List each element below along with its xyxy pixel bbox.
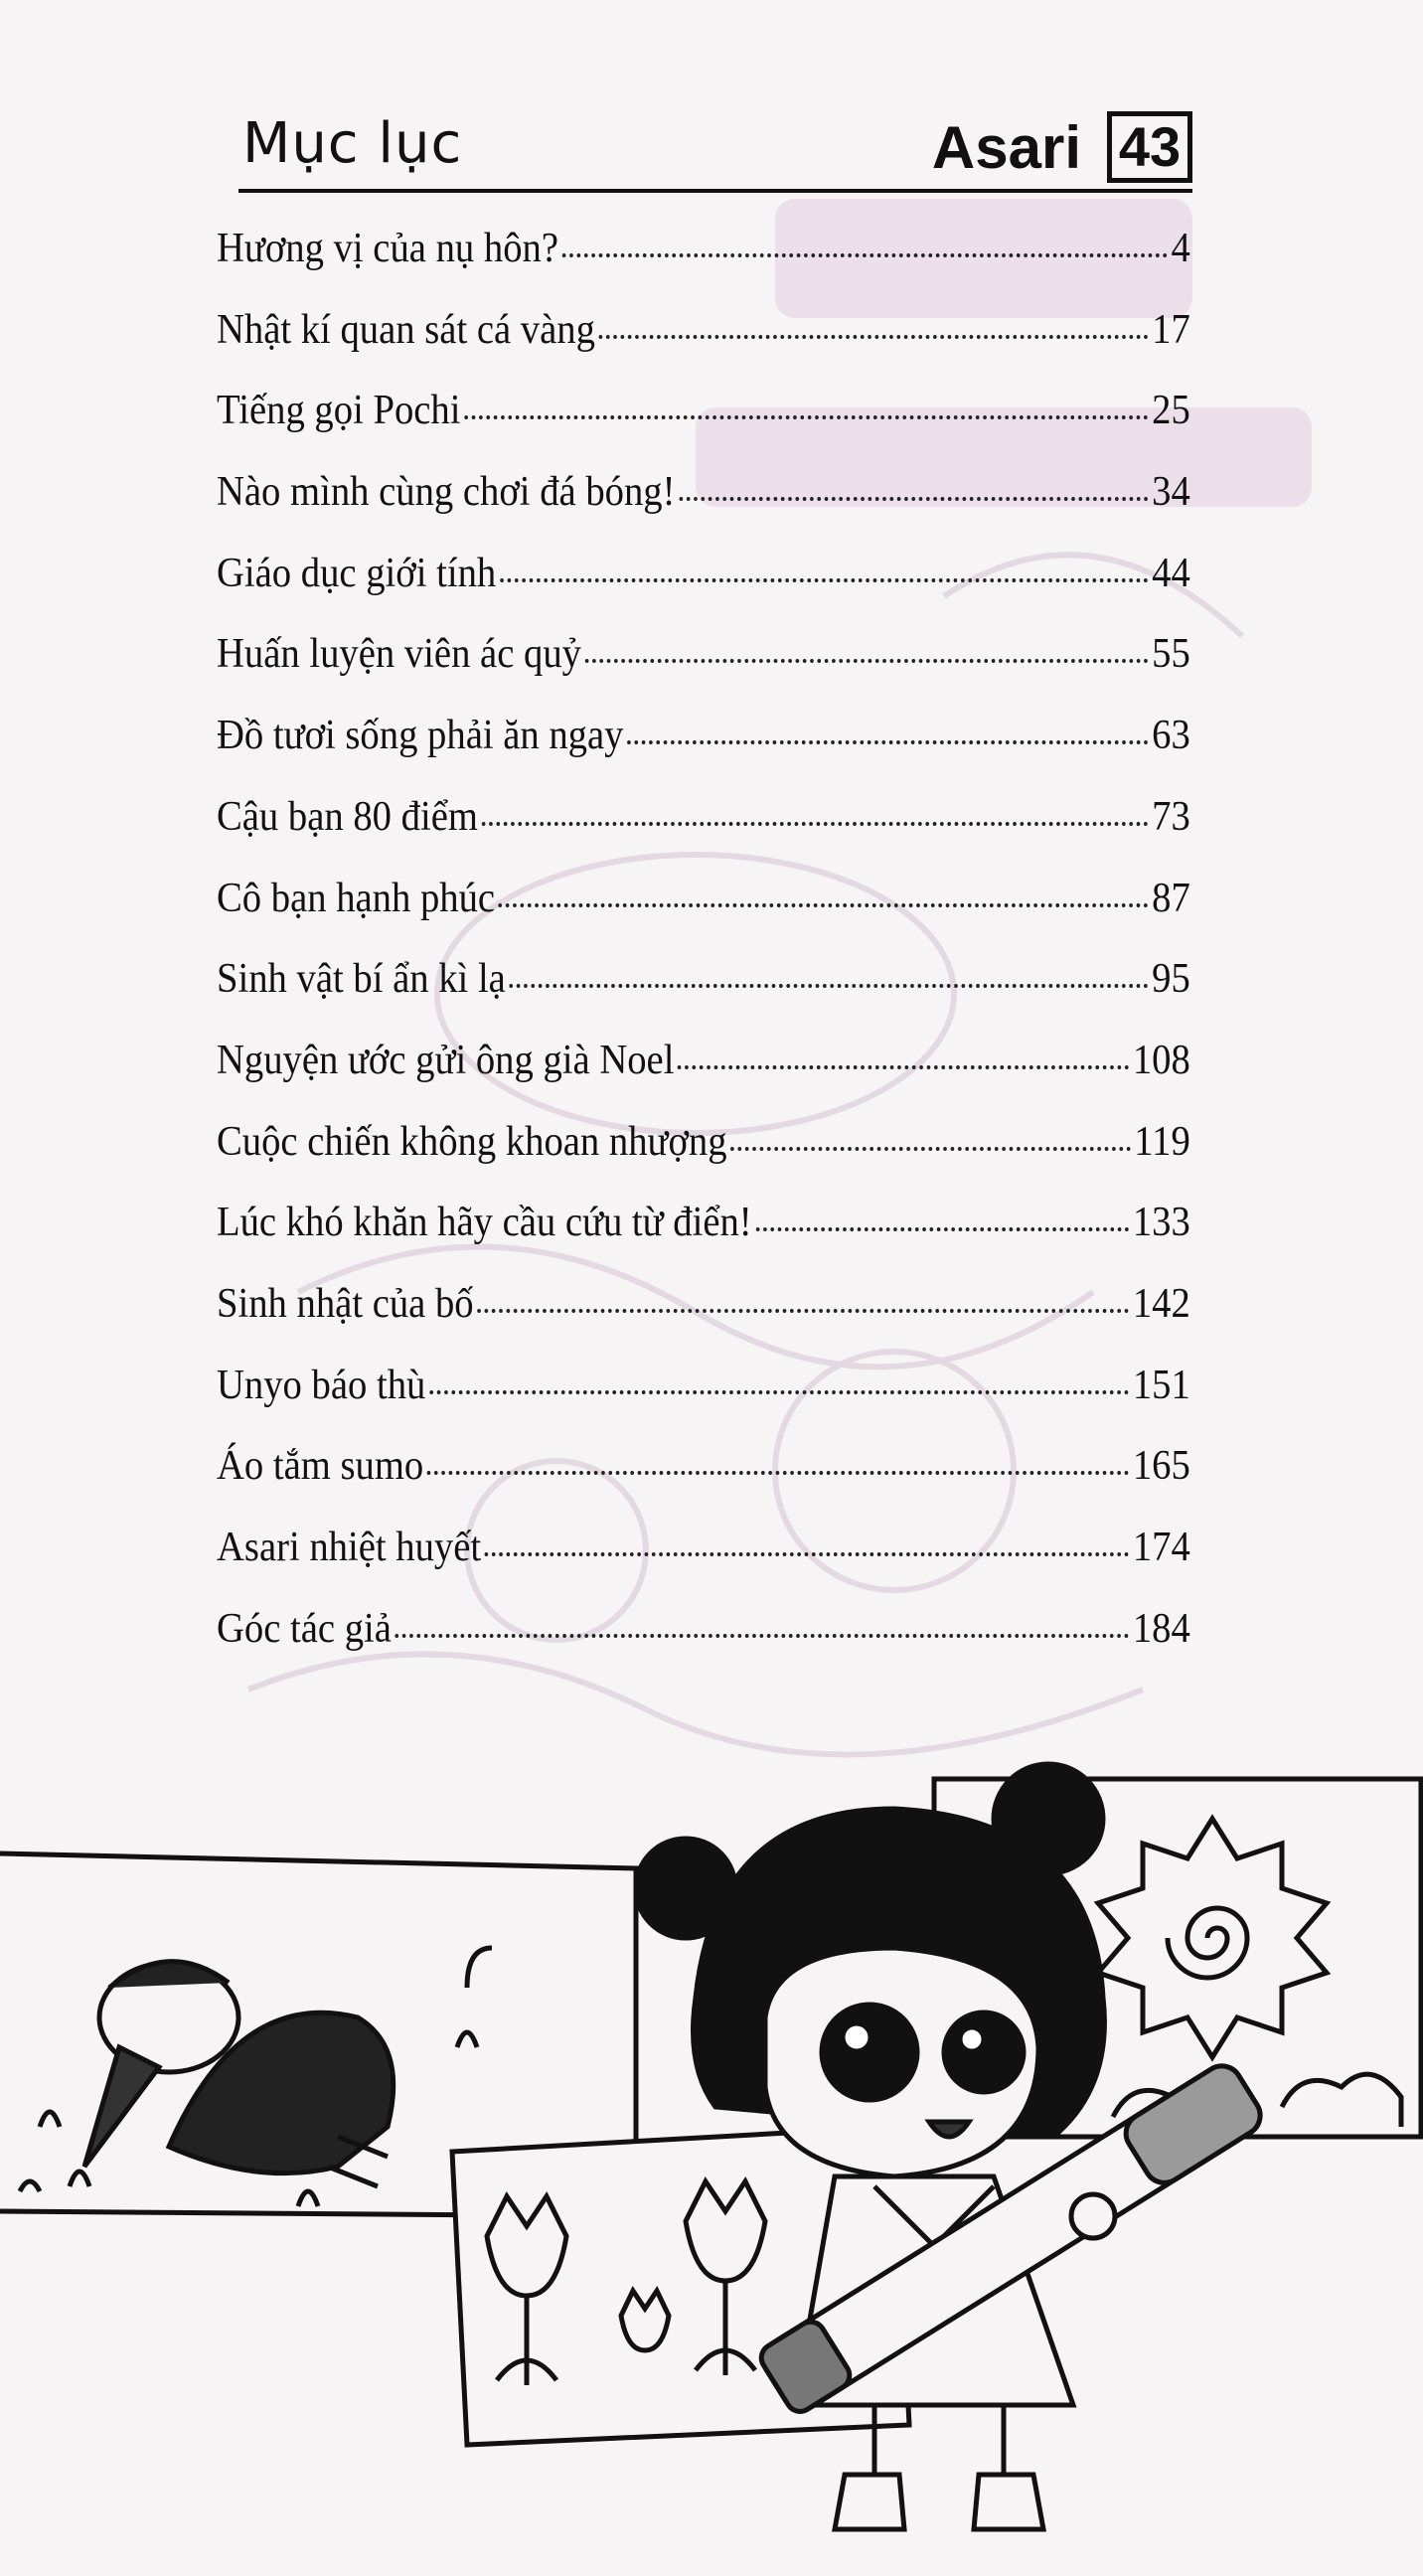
toc-entry-page: 174 <box>1132 1525 1190 1570</box>
toc-entry-title: Giáo dục giới tính <box>217 550 497 596</box>
toc-entry-title: Nhật kí quan sát cá vàng <box>217 306 595 353</box>
toc-entry-title: Tiếng gọi Pochi <box>217 388 461 434</box>
toc-entry-title: Unyo báo thù <box>217 1362 426 1408</box>
toc-entry-title: Đồ tươi sống phải ăn ngay <box>217 713 624 759</box>
toc-entry-page: 142 <box>1132 1280 1190 1327</box>
toc-entry-title: Cậu bạn 80 điểm <box>217 793 478 840</box>
toc-entry-title: Nguyện ước gửi ông già Noel <box>217 1037 675 1083</box>
toc-entry-title: Sinh vật bí ẩn kì lạ <box>217 956 506 1003</box>
toc-entry-title: Sinh nhật của bố <box>217 1280 474 1327</box>
toc-entry-page: 25 <box>1152 388 1190 434</box>
toc-entry-page: 165 <box>1132 1443 1190 1490</box>
toc-entry-page: 17 <box>1152 306 1190 353</box>
toc-entry-page: 4 <box>1171 226 1190 271</box>
toc-entry-title: Áo tắm sumo <box>217 1443 424 1490</box>
toc-entry-page: 63 <box>1152 713 1190 759</box>
page-title: Mục lục <box>242 111 463 176</box>
toc-entry-page: 87 <box>1152 875 1190 921</box>
toc-entry-title: Asari nhiệt huyết <box>217 1525 482 1570</box>
toc-entry-page: 108 <box>1132 1037 1190 1083</box>
toc-entry-page: 73 <box>1152 793 1190 840</box>
toc-entry-page: 119 <box>1134 1118 1190 1165</box>
toc-entry-page: 95 <box>1152 956 1190 1003</box>
toc-entry-title: Góc tác giả <box>217 1605 392 1652</box>
toc-entry-title: Nào mình cùng chơi đá bóng! <box>217 469 676 516</box>
toc-entry-title: Cô bạn hạnh phúc <box>217 875 496 921</box>
toc-entry-title: Huấn luyện viên ác quỷ <box>217 631 581 678</box>
toc-entry-title: Hương vị của nụ hôn? <box>217 226 558 271</box>
toc-entry-title: Cuộc chiến không khoan nhượng <box>217 1118 727 1165</box>
toc-entry-page: 44 <box>1152 550 1190 596</box>
toc-entry-page: 34 <box>1152 469 1190 516</box>
volume-number: 43 <box>1107 111 1192 183</box>
toc-entry-page: 184 <box>1132 1605 1190 1652</box>
toc-entry-page: 151 <box>1132 1362 1190 1408</box>
series-name: Asari <box>931 114 1081 181</box>
toc-entry-page: 133 <box>1132 1200 1190 1246</box>
toc-entry-title: Lúc khó khăn hãy cầu cứu từ điển! <box>217 1200 752 1246</box>
toc-entry-page: 55 <box>1152 631 1190 678</box>
